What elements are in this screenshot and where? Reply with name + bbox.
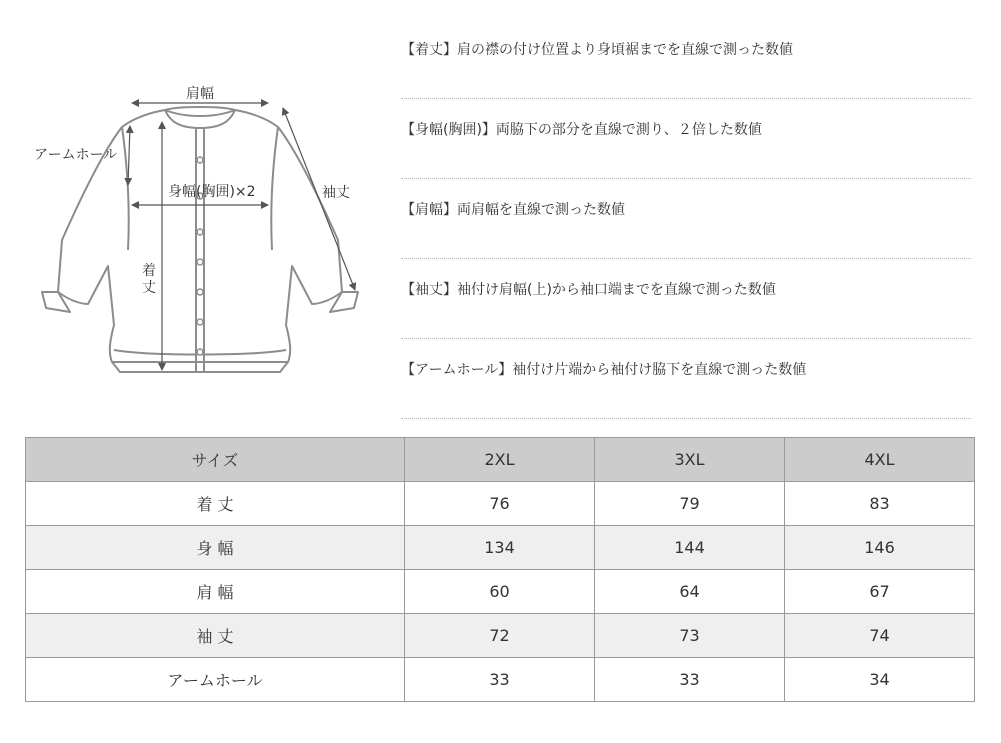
cell-value: 73 [595,614,785,658]
cell-value: 146 [785,526,975,570]
definition-chest: 【身幅(胸囲)】両脇下の部分を直線で測り、２倍した数値 [401,99,971,179]
row-label: 肩 幅 [26,570,405,614]
cell-value: 79 [595,482,785,526]
size-table [25,437,975,702]
cell-value: 76 [405,482,595,526]
cell-value: 60 [405,570,595,614]
definition-length: 【着丈】肩の襟の付け位置より身頃裾までを直線で測った数値 [401,20,971,99]
header-3xl: 3XL [595,438,785,482]
row-label: 袖 丈 [26,614,405,658]
header-2xl: 2XL [405,438,595,482]
row-label: 身 幅 [26,526,405,570]
cell-value: 134 [405,526,595,570]
row-label: アームホール [26,658,405,702]
cell-value: 33 [405,658,595,702]
cell-value: 34 [785,658,975,702]
table-row [26,658,975,702]
measurement-definitions [401,20,971,419]
definition-shoulder: 【肩幅】両肩幅を直線で測った数値 [401,179,971,259]
garment-diagram [0,0,400,410]
row-label: 着 丈 [26,482,405,526]
cell-value: 67 [785,570,975,614]
cell-value: 64 [595,570,785,614]
cell-value: 144 [595,526,785,570]
shoulder-width-label: 肩幅 [186,86,214,102]
definition-sleeve: 【袖丈】袖付け肩幅(上)から袖口端までを直線で測った数値 [401,259,971,339]
chest-label: 身幅(胸囲)×2 [168,184,256,200]
length-label-top: 着 [142,263,156,279]
armhole-label: アームホール [34,147,118,163]
cell-value: 33 [595,658,785,702]
cell-value: 72 [405,614,595,658]
cell-value: 74 [785,614,975,658]
cardigan-illustration [0,0,400,410]
definition-armhole: 【アームホール】袖付け片端から袖付け脇下を直線で測った数値 [401,339,971,419]
sleeve-length-label: 袖丈 [322,185,350,201]
cell-value: 83 [785,482,975,526]
table-row [26,570,975,614]
length-label-bottom: 丈 [142,280,156,296]
table-header-row [26,438,975,482]
table-row [26,526,975,570]
table-row [26,614,975,658]
header-size: サイズ [26,438,405,482]
table-row [26,482,975,526]
header-4xl: 4XL [785,438,975,482]
